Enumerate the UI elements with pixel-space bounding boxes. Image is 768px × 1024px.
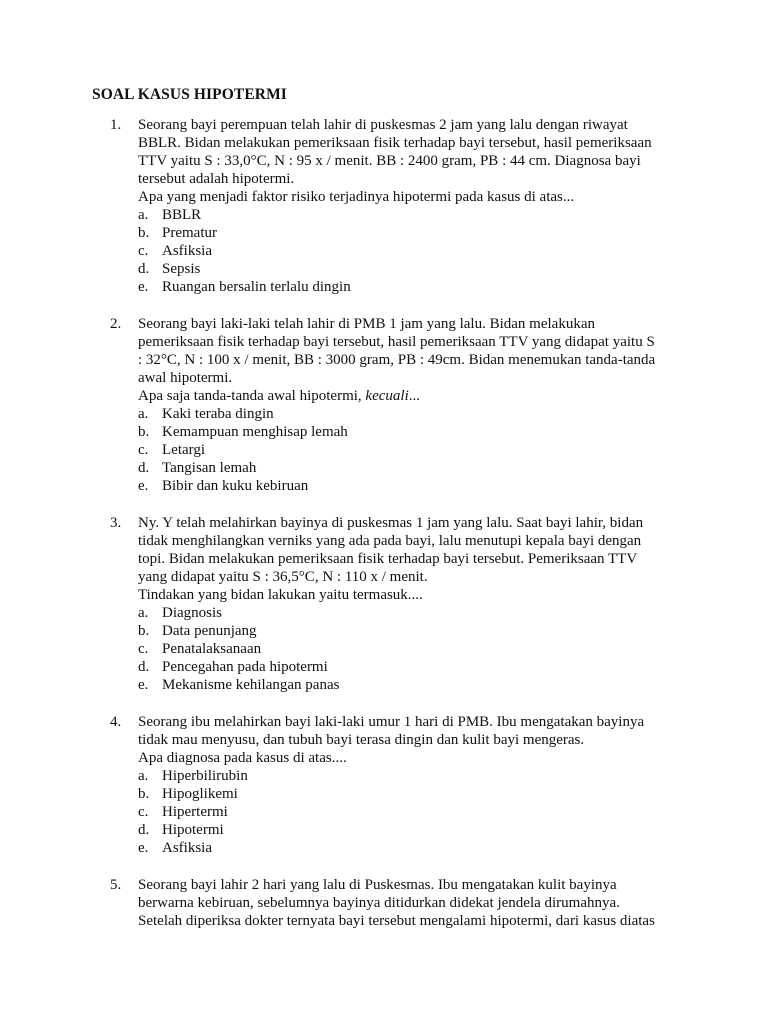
- option-text: Hipertermi: [162, 804, 228, 820]
- option-text: Sepsis: [162, 261, 201, 277]
- option-letter: d.: [138, 460, 150, 476]
- stem-text: Apa yang menjadi faktor risiko terjadinya hipotermi pada kasus di atas...: [138, 189, 575, 205]
- answer-option: [138, 242, 675, 260]
- option-letter: e.: [138, 840, 149, 856]
- answer-option: [138, 405, 675, 423]
- answer-option: [138, 604, 675, 622]
- question-1: [110, 116, 675, 296]
- answer-option: [138, 767, 675, 785]
- answer-option: [138, 477, 675, 495]
- answer-option: [138, 224, 675, 242]
- option-text: Penatalaksanaan: [162, 641, 262, 657]
- option-text: Mekanisme kehilangan panas: [162, 677, 340, 693]
- option-text: Diagnosis: [162, 605, 222, 621]
- option-letter: b.: [138, 225, 150, 241]
- question-4: [110, 713, 675, 857]
- question-stem: [138, 387, 675, 405]
- answer-option: [138, 803, 675, 821]
- question-5: [110, 876, 675, 930]
- option-letter: e.: [138, 279, 149, 295]
- case-text-line: Seorang bayi lahir 2 hari yang lalu di Puskesmas. Ibu mengatakan kulit bayinya: [138, 877, 617, 893]
- option-text: Data penunjang: [162, 623, 257, 639]
- option-text: Bibir dan kuku kebiruan: [162, 478, 309, 494]
- option-letter: e.: [138, 478, 149, 494]
- question-number: 2.: [110, 316, 122, 332]
- question-body: [138, 876, 675, 930]
- case-text-line: Seorang ibu melahirkan bayi laki-laki umur 1 hari di PMB. Ibu mengatakan bayinya: [138, 714, 645, 730]
- answer-option: [138, 441, 675, 459]
- answer-option: [138, 622, 675, 640]
- answer-options: [138, 405, 675, 495]
- option-text: Asfiksia: [162, 840, 212, 856]
- option-text: Kaki teraba dingin: [162, 406, 274, 422]
- question-body: [138, 713, 675, 857]
- answer-option: [138, 821, 675, 839]
- stem-text: Apa diagnosa pada kasus di atas....: [138, 750, 347, 766]
- option-letter: a.: [138, 207, 149, 223]
- case-text-line: Ny. Y telah melahirkan bayinya di puskesmas 1 jam yang lalu. Saat bayi lahir, bidan: [138, 515, 644, 531]
- answer-option: [138, 278, 675, 296]
- answer-option: [138, 640, 675, 658]
- option-letter: a.: [138, 406, 149, 422]
- option-text: Tangisan lemah: [162, 460, 257, 476]
- question-body: [138, 116, 675, 296]
- case-text-line: pemeriksaan fisik terhadap bayi tersebut, hasil pemeriksaan TTV yang didapat yaitu S: [138, 334, 655, 350]
- stem-text: Apa saja tanda-tanda awal hipotermi,: [138, 388, 366, 404]
- stem-text: Tindakan yang bidan lakukan yaitu termasuk....: [138, 587, 423, 603]
- answer-option: [138, 423, 675, 441]
- question-stem: [138, 586, 675, 604]
- question-3: [110, 514, 675, 694]
- case-text-line: tidak mau menyusu, dan tubuh bayi terasa dingin dan kulit bayi mengeras.: [138, 732, 585, 748]
- answer-option: [138, 260, 675, 278]
- case-text-line: : 32°C, N : 100 x / menit, BB : 3000 gram, PB : 49cm. Bidan menemukan tanda-tanda: [138, 352, 656, 368]
- option-letter: d.: [138, 659, 150, 675]
- option-letter: b.: [138, 623, 150, 639]
- option-letter: c.: [138, 804, 149, 820]
- question-number: 3.: [110, 515, 122, 531]
- option-letter: c.: [138, 442, 149, 458]
- option-letter: b.: [138, 786, 150, 802]
- option-letter: a.: [138, 605, 149, 621]
- stem-tail: ...: [408, 388, 420, 404]
- answer-option: [138, 459, 675, 477]
- case-text-line: awal hipotermi.: [138, 370, 233, 386]
- answer-options: [138, 206, 675, 296]
- option-text: Kemampuan menghisap lemah: [162, 424, 348, 440]
- question-body: [138, 514, 675, 694]
- answer-option: [138, 658, 675, 676]
- case-text-line: yang didapat yaitu S : 36,5°C, N : 110 x / menit.: [138, 569, 428, 585]
- option-text: BBLR: [162, 207, 202, 223]
- answer-option: [138, 785, 675, 803]
- option-text: Prematur: [162, 225, 217, 241]
- option-text: Letargi: [162, 442, 206, 458]
- option-text: Hipoglikemi: [162, 786, 238, 802]
- option-text: Hiperbilirubin: [162, 768, 248, 784]
- case-text-line: tidak menghilangkan verniks yang ada pada bayi, lalu menutupi kepala bayi dengan: [138, 533, 642, 549]
- document-title: SOAL KASUS HIPOTERMI: [92, 86, 287, 103]
- option-letter: d.: [138, 261, 150, 277]
- case-text-line: Setelah diperiksa dokter ternyata bayi tersebut mengalami hipotermi, dari kasus diatas: [138, 913, 655, 929]
- question-number: 4.: [110, 714, 122, 730]
- question-body: [138, 315, 675, 495]
- question-2: [110, 315, 675, 495]
- option-letter: c.: [138, 641, 149, 657]
- case-text-line: TTV yaitu S : 33,0°C, N : 95 x / menit. BB : 2400 gram, PB : 44 cm. Diagnosa bayi: [138, 153, 641, 169]
- case-text-line: tersebut adalah hipotermi.: [138, 171, 295, 187]
- question-number: 1.: [110, 117, 122, 133]
- answer-option: [138, 676, 675, 694]
- case-text-line: topi. Bidan melakukan pemeriksaan fisik terhadap bayi tersebut. Pemeriksaan TTV: [138, 551, 638, 567]
- option-letter: d.: [138, 822, 150, 838]
- option-letter: c.: [138, 243, 149, 259]
- question-stem: [138, 188, 675, 206]
- option-letter: a.: [138, 768, 149, 784]
- case-text-line: BBLR. Bidan melakukan pemeriksaan fisik terhadap bayi tersebut, hasil pemeriksaan: [138, 135, 652, 151]
- case-text-line: Seorang bayi laki-laki telah lahir di PMB 1 jam yang lalu. Bidan melakukan: [138, 316, 595, 332]
- option-text: Hipotermi: [162, 822, 224, 838]
- answer-options: [138, 604, 675, 694]
- case-text-line: Seorang bayi perempuan telah lahir di puskesmas 2 jam yang lalu dengan riwayat: [138, 117, 628, 133]
- option-letter: e.: [138, 677, 149, 693]
- option-text: Pencegahan pada hipotermi: [162, 659, 328, 675]
- option-text: Asfiksia: [162, 243, 212, 259]
- question-number: 5.: [110, 877, 122, 893]
- answer-options: [138, 767, 675, 857]
- case-text-line: berwarna kebiruan, sebelumnya bayinya ditidurkan didekat jendela dirumahnya.: [138, 895, 620, 911]
- answer-option: [138, 206, 675, 224]
- answer-option: [138, 839, 675, 857]
- option-text: Ruangan bersalin terlalu dingin: [162, 279, 351, 295]
- question-stem: [138, 749, 675, 767]
- option-letter: b.: [138, 424, 150, 440]
- stem-emphasis: kecuali: [365, 388, 409, 404]
